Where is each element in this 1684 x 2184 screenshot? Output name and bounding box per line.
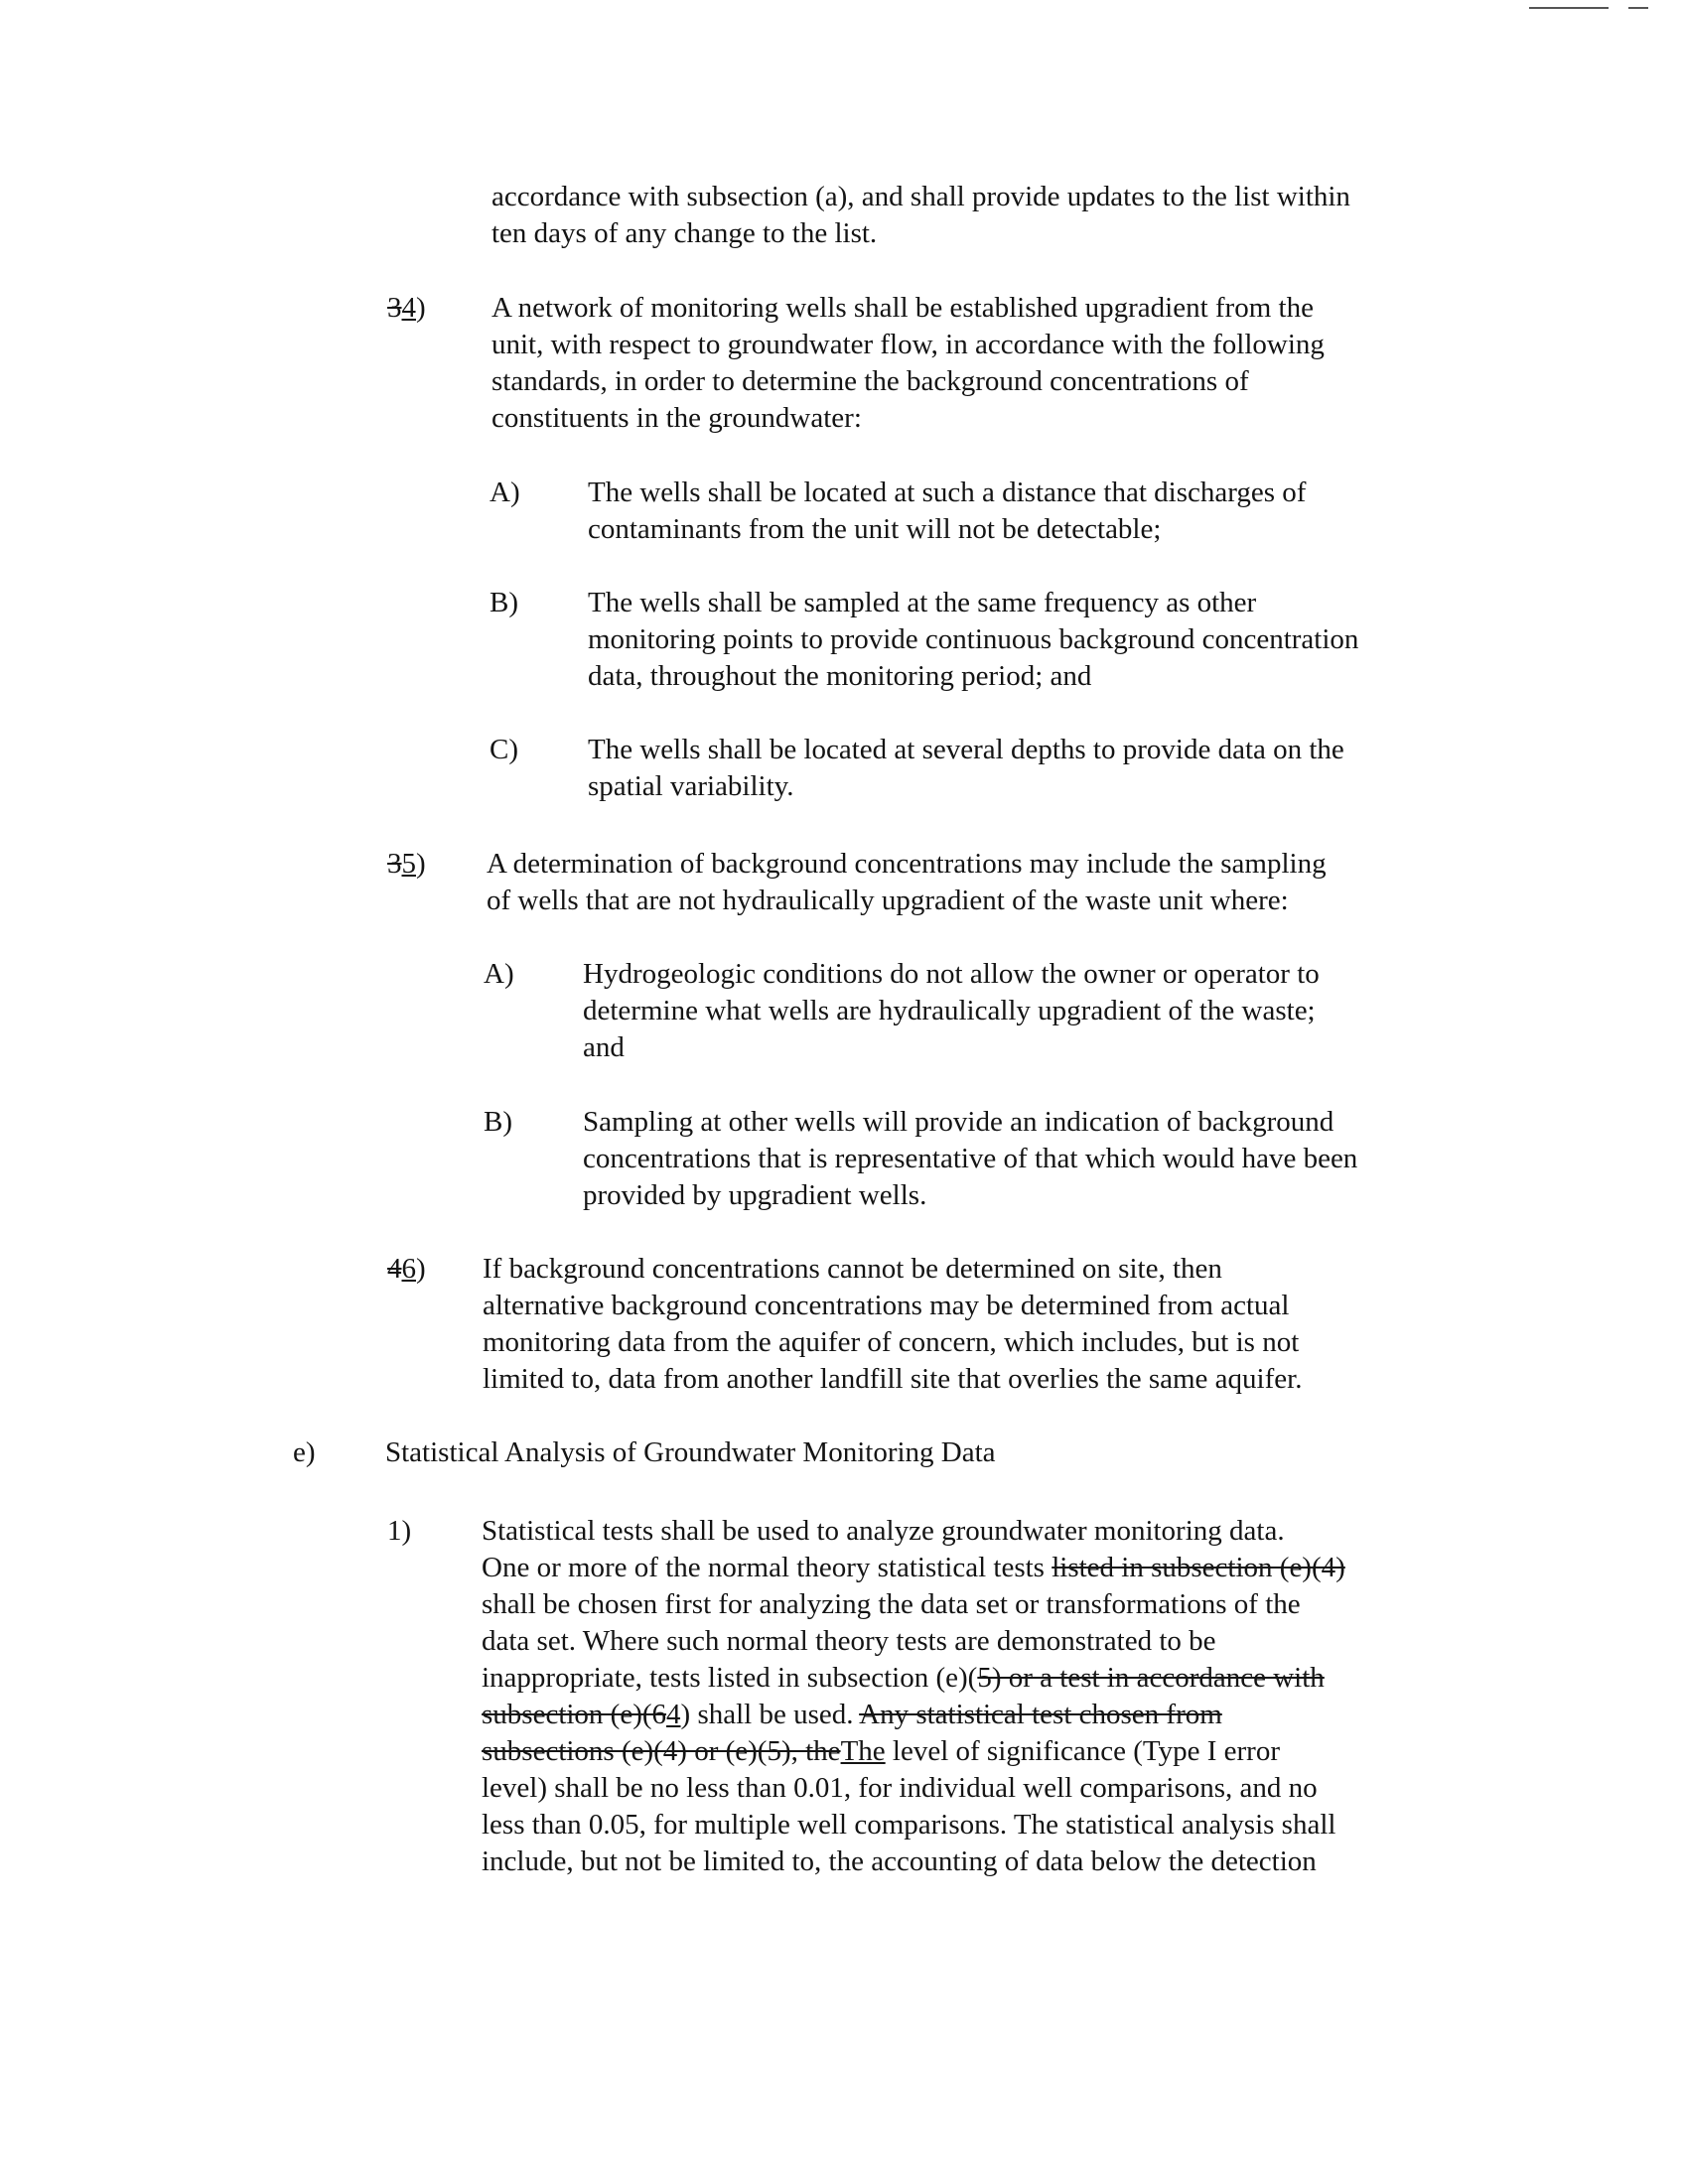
inserted-text: The	[840, 1735, 886, 1767]
paragraph-line: constituents in the groundwater:	[491, 402, 862, 434]
item-label: B)	[490, 587, 518, 618]
paragraph-line: A network of monitoring wells shall be established upgradient from the	[491, 292, 1314, 324]
paragraph-e1: Statistical tests shall be used to analyze groundwater monitoring data. One or more of the normal theory statistical tests listed in subsection (e)(4) shall be chosen first for analyzing the data set or transformations of the data set. Where such normal theory tests are demonstrated to be inappropriate, tests listed in subsection (e)(5) or a test in accordance with subsection (e)(64) shall be used. Any statistical test chosen from subsections (e)(4) or (e)(5), theThe level of significance (Type I error level) shall be no less than 0.01, for individual well comparisons, and no less than 0.05, for multiple well comparisons. The statistical analysis shall include, but not be limited to, the accounting of data below the detection	[482, 1515, 1345, 1877]
paragraph-6-label: 46)	[387, 1253, 426, 1285]
item-label: B)	[484, 1106, 512, 1138]
paragraph-6	[483, 1251, 1302, 1398]
paragraph-5-label: 35)	[387, 848, 426, 880]
paragraph-5	[487, 846, 1327, 919]
paragraph-e1-label: 1)	[387, 1515, 412, 1547]
intro-paragraph	[491, 179, 1350, 252]
inserted-number: 4	[401, 292, 416, 324]
item-label: A)	[484, 958, 514, 990]
paragraph-line: standards, in order to determine the background concentrations of	[491, 365, 1249, 397]
deleted-number: 3	[387, 848, 402, 880]
paragraph-line: unit, with respect to groundwater flow, in accordance with the following	[491, 329, 1325, 360]
paragraph-line: A determination of background concentrations may include the sampling	[487, 848, 1327, 880]
intro-line: ten days of any change to the list.	[491, 217, 878, 249]
paragraph-line: alternative background concentrations may be determined from actual	[483, 1290, 1290, 1321]
section-e-label: e)	[293, 1436, 316, 1468]
deleted-text: subsection (e)(6	[482, 1699, 667, 1730]
inserted-number: 5	[401, 848, 416, 880]
deleted-text: 5) or a test in accordance with	[977, 1662, 1325, 1694]
item-label: A)	[490, 477, 520, 508]
section-e-heading: Statistical Analysis of Groundwater Monitoring Data	[385, 1436, 996, 1468]
paragraph-line: of wells that are not hydraulically upgradient of the waste unit where:	[487, 885, 1289, 916]
list-item: The wells shall be sampled at the same frequency as other monitoring points to provide continuous background concentration data, throughout the monitoring period; and	[588, 587, 1359, 692]
inserted-number: 6	[401, 1253, 416, 1285]
paragraph-4	[491, 290, 1325, 437]
intro-line: accordance with subsection (a), and shall provide updates to the list within	[491, 181, 1350, 212]
deleted-number: 4	[387, 1253, 402, 1285]
deleted-text: listed in subsection (e)(4)	[1052, 1552, 1345, 1583]
list-item: The wells shall be located at such a distance that discharges of contaminants from the unit will not be detectable;	[588, 477, 1307, 545]
list-item: Hydrogeologic conditions do not allow the owner or operator to determine what wells are hydraulically upgradient of the waste; and	[583, 958, 1320, 1063]
deleted-text: Any statistical test chosen from	[859, 1699, 1222, 1730]
list-item: Sampling at other wells will provide an indication of background concentrations that is representative of that which would have been provided by upgradient wells.	[583, 1106, 1358, 1211]
list-item: The wells shall be located at several depths to provide data on the spatial variability.	[588, 734, 1344, 802]
item-label: C)	[490, 734, 518, 765]
paragraph-line: If background concentrations cannot be determined on site, then	[483, 1253, 1222, 1285]
page-edge-mark	[1529, 7, 1609, 9]
deleted-number: 3	[387, 292, 402, 324]
paragraph-line: monitoring data from the aquifer of concern, which includes, but is not	[483, 1326, 1300, 1358]
inserted-text: 4	[666, 1699, 681, 1730]
paragraph-line: limited to, data from another landfill site that overlies the same aquifer.	[483, 1363, 1303, 1395]
paragraph-4-label: 34)	[387, 292, 426, 324]
deleted-text: subsections (e)(4) or (e)(5), the	[482, 1735, 841, 1767]
page-edge-mark	[1628, 7, 1648, 9]
